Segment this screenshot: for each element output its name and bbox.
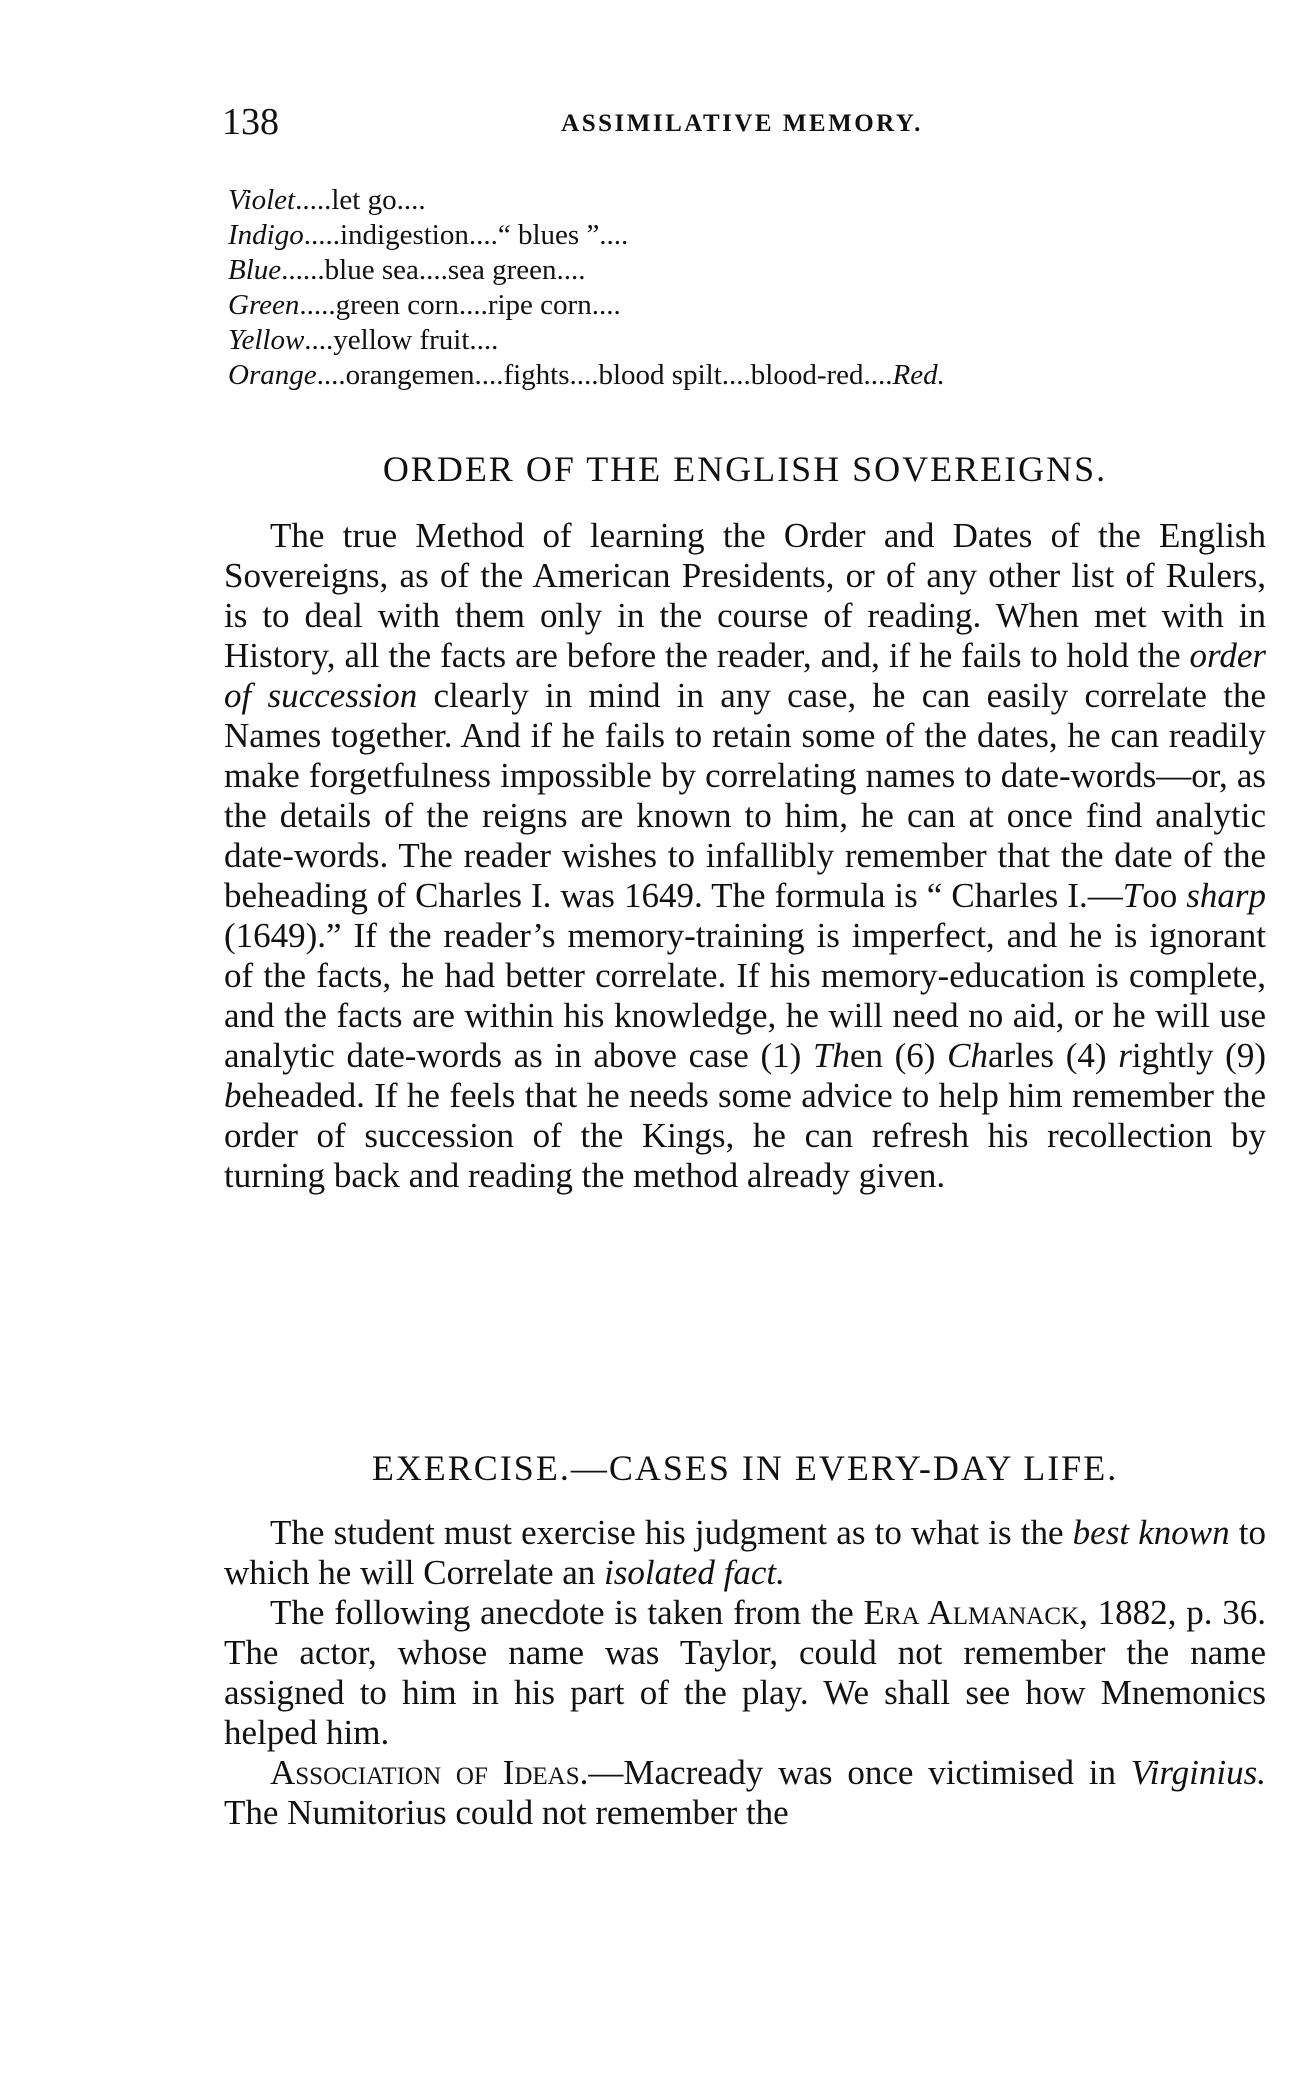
color-word: Indigo (228, 219, 304, 251)
color-word: Green (228, 289, 300, 321)
emphasis-text: sharp (1186, 876, 1266, 915)
color-word: Blue (228, 254, 282, 286)
list-item (228, 358, 1268, 393)
list-item (228, 183, 1268, 218)
text-run: oo (1142, 876, 1187, 915)
section-exercise (224, 1447, 1266, 1833)
emphasis-text: Virginius. (1130, 1753, 1266, 1792)
text-run: en (6) (849, 1036, 948, 1075)
emphasis-text: Ch (947, 1036, 988, 1075)
running-title: ASSIMILATIVE MEMORY. (561, 110, 923, 137)
color-end-word: Red. (892, 359, 945, 391)
emphasis-text: order of succession (224, 636, 1266, 715)
list-item (228, 218, 1268, 253)
paragraph (224, 1513, 1266, 1593)
text-run: The student must exercise his judgment as to what is the (270, 1513, 1073, 1552)
emphasis-text: best known (1072, 1513, 1230, 1552)
text-run: clearly in mind in any case, he can easily correlate the Names together. And if he fails to retain some of the dates, he can readily make forgetfulness impossible by correlating names to date-words—or, as the details of the reigns are known to him, he can at once find analytic date-words. The reader wishes to infallibly remember that the date of the beheading of Charles I. was 1649. The formula is “ Charles I.— (224, 676, 1266, 915)
text-run: to which he will Correlate an (224, 1513, 1267, 1592)
list-item (228, 323, 1268, 358)
color-chain: ......blue sea....sea green.... (281, 254, 586, 286)
list-item (228, 288, 1268, 323)
small-caps-text: Association of Ideas (270, 1753, 580, 1792)
text-run: .—Macready was once victimised in (579, 1753, 1131, 1792)
text-run: The Numitorius could not remember the (224, 1793, 789, 1832)
section-heading: EXERCISE.—CASES IN EVERY-DAY LIFE. (371, 1448, 1119, 1488)
emphasis-text: b (224, 1076, 242, 1115)
text-run: The true Method of learning the Order and Dates of the English Sovereigns, as of the American Presidents, or of any other list of Rulers, is to deal with them only in the course of reading. When met with in History, all the facts are before the reader, and, if he fails to hold the (224, 516, 1266, 675)
text-run: (1649).” If the reader’s memory-training is imperfect, and he is ignorant of the facts, he had better correlate. If his memory-education is complete, and the facts are within his knowledge, he will need no aid, or he will use analytic date-words as in above case (1) (224, 916, 1266, 1075)
paragraph (224, 516, 1266, 1196)
list-item (228, 253, 1268, 288)
emphasis-text: isolated fact. (604, 1553, 785, 1592)
page-header (222, 100, 1262, 150)
text-run: eheaded. If he feels that he needs some advice to help him remember the order of succession of the Kings, he can refresh his recollection by turning back and reading the method already given. (224, 1076, 1266, 1195)
color-word: Yellow (228, 324, 305, 356)
color-chain: .....green corn....ripe corn.... (299, 289, 621, 321)
color-chain: ....yellow fruit.... (304, 324, 499, 356)
emphasis-text: T (1122, 876, 1143, 915)
text-run: arles (4) (987, 1036, 1119, 1075)
text-run: ightly (9) (1131, 1036, 1266, 1075)
section-english-sovereigns (224, 448, 1266, 1196)
paragraph (224, 1753, 1266, 1833)
emphasis-text: r (1118, 1036, 1132, 1075)
color-word: Violet (228, 184, 296, 216)
page-number: 138 (222, 101, 279, 143)
color-word: Orange (228, 359, 317, 391)
section-heading: ORDER OF THE ENGLISH SOVEREIGNS. (382, 449, 1108, 489)
text-run: The following anecdote is taken from the (270, 1593, 864, 1632)
small-caps-text: Era Almanack (863, 1593, 1080, 1632)
color-mnemonic-list (228, 183, 1268, 393)
paragraph (224, 1593, 1266, 1753)
color-chain: .....let go.... (295, 184, 426, 216)
text-run: , 1882, p. 36. The actor, whose name was Taylor, could not remember the name assigned to him in his part of the play. We shall see how Mnemonics helped him. (224, 1593, 1267, 1752)
color-chain: ....orangemen....fights....blood spilt....blood-red.... (316, 359, 893, 391)
emphasis-text: Th (812, 1036, 850, 1075)
color-chain: .....indigestion....“ blues ”.... (303, 219, 629, 251)
